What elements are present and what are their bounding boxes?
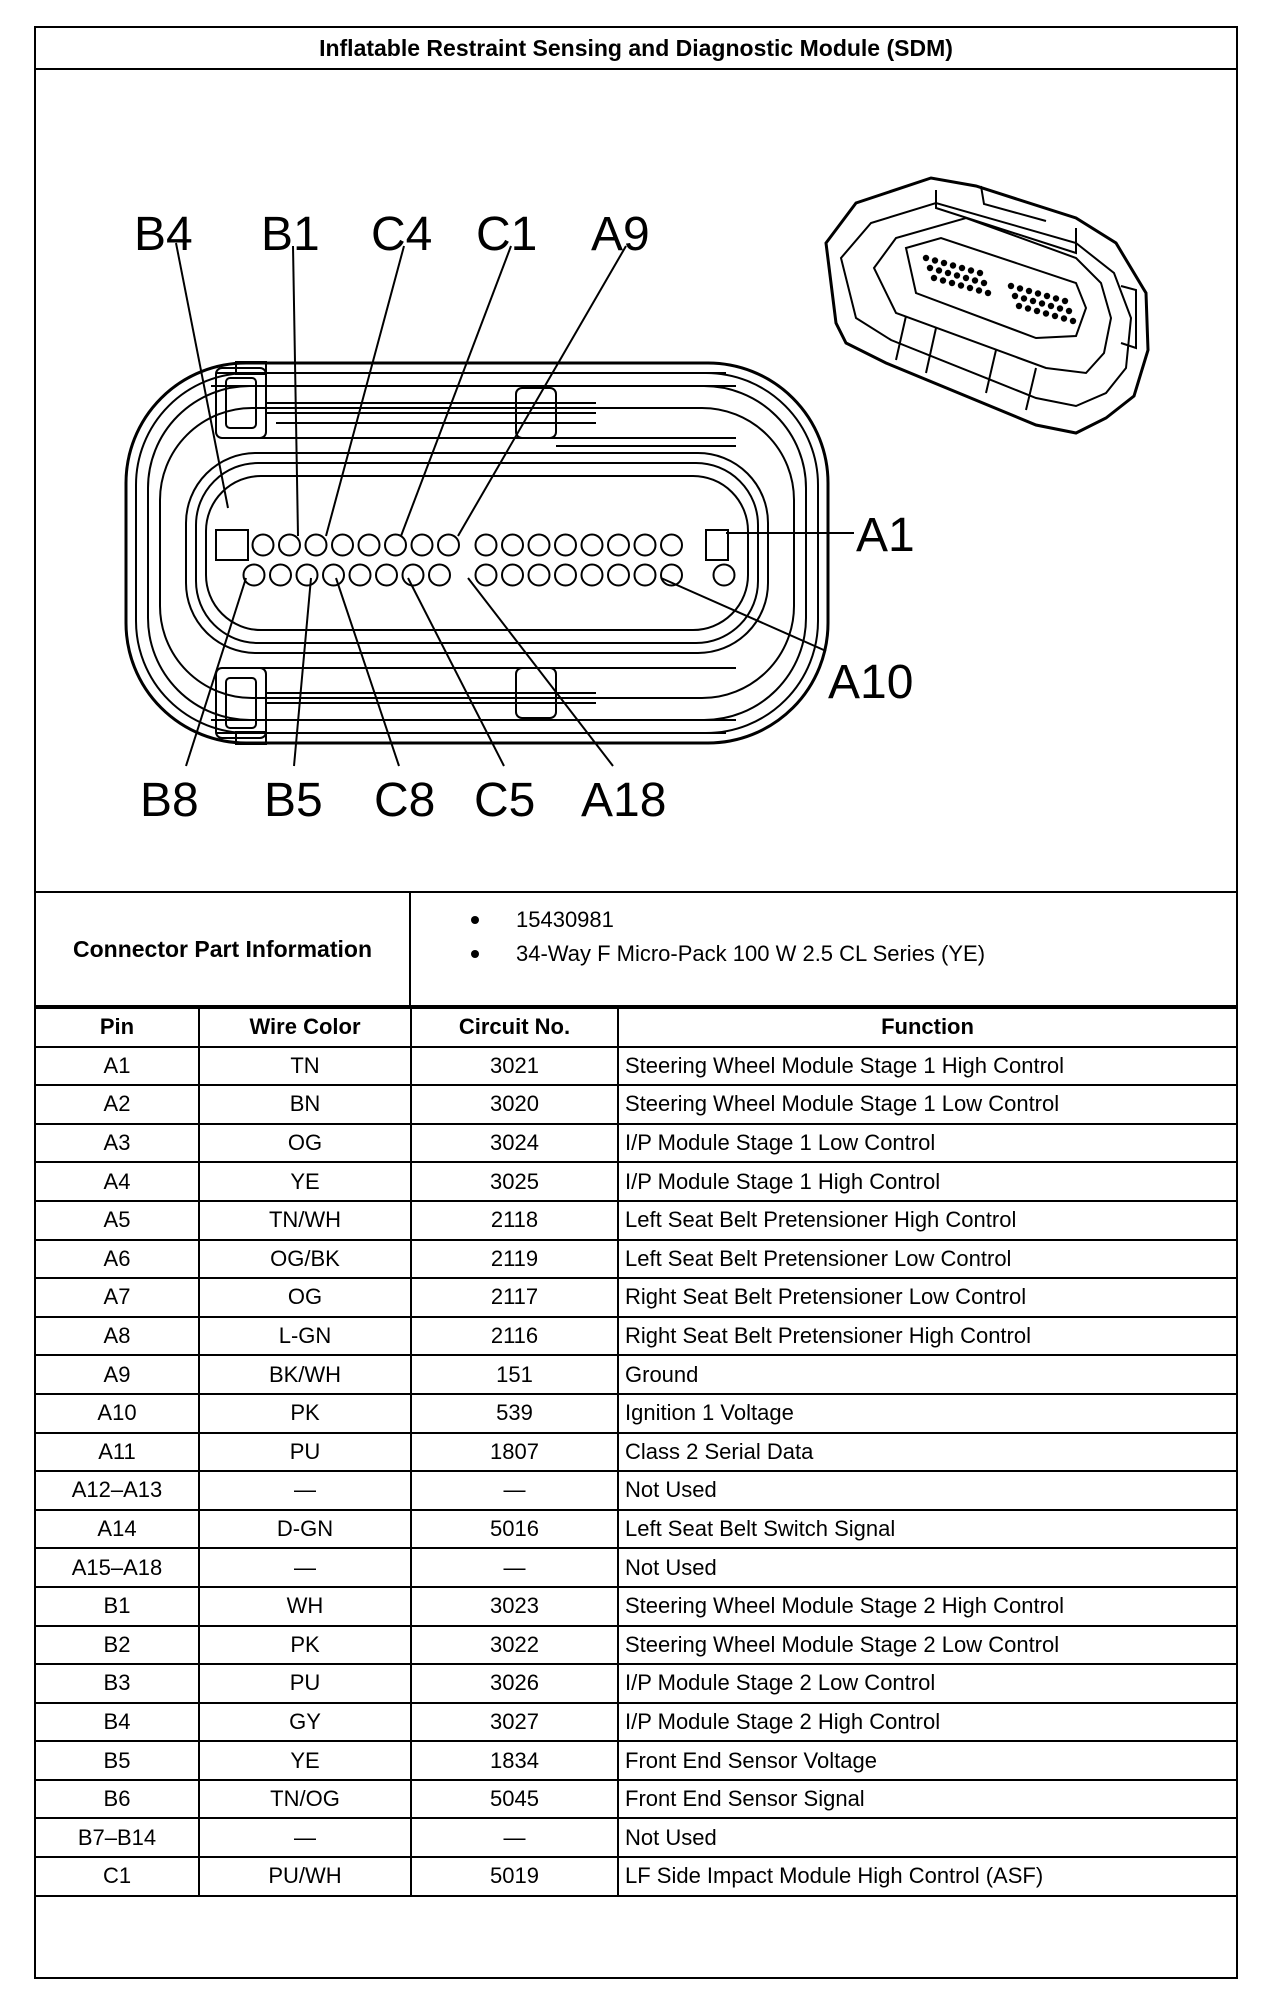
table-row: [36, 1278, 1236, 1317]
wire-color-cell: PU/WH: [199, 1857, 411, 1896]
pin-dot: [1039, 300, 1045, 306]
circuit-cell: 3022: [411, 1626, 618, 1665]
pin-cell: C1: [36, 1857, 199, 1896]
header-function: Function: [618, 1008, 1236, 1047]
wire-color-cell: BK/WH: [199, 1355, 411, 1394]
table-row: [36, 1664, 1236, 1703]
wire-color-cell: D-GN: [199, 1510, 411, 1549]
callout-a9: A9: [591, 208, 650, 261]
pin-cell: B7–B14: [36, 1818, 199, 1857]
circuit-cell: 2119: [411, 1240, 618, 1279]
wire-color-cell: OG/BK: [199, 1240, 411, 1279]
wire-color-cell: YE: [199, 1162, 411, 1201]
pin-dot: [945, 270, 951, 276]
pin-dot: [981, 280, 987, 286]
sheet-title: Inflatable Restraint Sensing and Diagnostic Module (SDM): [36, 28, 1236, 70]
pin-dot: [923, 255, 929, 261]
function-cell: LF Side Impact Module High Control (ASF): [618, 1857, 1236, 1896]
pin-dot: [1062, 298, 1068, 304]
pin-cavity: [332, 535, 353, 556]
pin-cavity: [714, 565, 735, 586]
function-cell: I/P Module Stage 1 Low Control: [618, 1124, 1236, 1163]
pin-cell: A5: [36, 1201, 199, 1240]
callout-c5: C5: [474, 774, 536, 827]
pin-dot: [940, 277, 946, 283]
pin-cavity: [502, 565, 523, 586]
pin-dot: [932, 257, 938, 263]
circuit-cell: 3020: [411, 1085, 618, 1124]
pin-dot: [968, 267, 974, 273]
connector-info-list: [411, 903, 985, 971]
pin-cell: B3: [36, 1664, 199, 1703]
pin-cell: A15–A18: [36, 1548, 199, 1587]
pin-cell: A11: [36, 1433, 199, 1472]
pin-cell: A10: [36, 1394, 199, 1433]
wire-color-cell: L-GN: [199, 1317, 411, 1356]
table-row: [36, 1162, 1236, 1201]
circuit-cell: 151: [411, 1355, 618, 1394]
circuit-cell: 2117: [411, 1278, 618, 1317]
pin-cell: A4: [36, 1162, 199, 1201]
pin-cavity: [270, 565, 291, 586]
pin-cell: B2: [36, 1626, 199, 1665]
pin-cavity: [661, 535, 682, 556]
pin-dot: [1012, 293, 1018, 299]
function-cell: I/P Module Stage 1 High Control: [618, 1162, 1236, 1201]
pin-dot: [976, 287, 982, 293]
table-row: [36, 1857, 1236, 1896]
function-cell: Steering Wheel Module Stage 2 High Control: [618, 1587, 1236, 1626]
pin-cell: A6: [36, 1240, 199, 1279]
table-row: [36, 1317, 1236, 1356]
circuit-cell: 3025: [411, 1162, 618, 1201]
pin-cavity: [429, 565, 450, 586]
pin-dot: [949, 280, 955, 286]
pin-dot: [954, 272, 960, 278]
table-row: [36, 1124, 1236, 1163]
connector-face: [126, 362, 828, 744]
header-wire-color: Wire Color: [199, 1008, 411, 1047]
pin-cavity: [555, 565, 576, 586]
circuit-cell: 3027: [411, 1703, 618, 1742]
circuit-cell: 3021: [411, 1047, 618, 1086]
wire-color-cell: OG: [199, 1278, 411, 1317]
circuit-cell: —: [411, 1471, 618, 1510]
wire-color-cell: —: [199, 1818, 411, 1857]
pin-cell: A8: [36, 1317, 199, 1356]
function-cell: Front End Sensor Signal: [618, 1780, 1236, 1819]
circuit-cell: 5019: [411, 1857, 618, 1896]
pin-cavity: [608, 535, 629, 556]
function-cell: I/P Module Stage 2 High Control: [618, 1703, 1236, 1742]
table-row: [36, 1780, 1236, 1819]
function-cell: Steering Wheel Module Stage 2 Low Control: [618, 1626, 1236, 1665]
circuit-cell: 3023: [411, 1587, 618, 1626]
wire-color-cell: PK: [199, 1626, 411, 1665]
pin-cell: B5: [36, 1741, 199, 1780]
wire-color-cell: WH: [199, 1587, 411, 1626]
wire-color-cell: GY: [199, 1703, 411, 1742]
wire-color-cell: YE: [199, 1741, 411, 1780]
pin-dot: [963, 275, 969, 281]
table-row: [36, 1355, 1236, 1394]
pin-dot: [967, 285, 973, 291]
circuit-cell: 5016: [411, 1510, 618, 1549]
pin-dot: [1030, 298, 1036, 304]
callout-a10: A10: [828, 656, 914, 709]
pin-dot: [959, 265, 965, 271]
function-cell: Right Seat Belt Pretensioner Low Control: [618, 1278, 1236, 1317]
table-row: [36, 1818, 1236, 1857]
pin-cavity: [502, 535, 523, 556]
pin-cell: B1: [36, 1587, 199, 1626]
pin-cavity: [476, 565, 497, 586]
function-cell: Steering Wheel Module Stage 1 High Control: [618, 1047, 1236, 1086]
pin-cavity: [279, 535, 300, 556]
pinout-table: [36, 1007, 1236, 1897]
function-cell: Steering Wheel Module Stage 1 Low Control: [618, 1085, 1236, 1124]
callout-b1: B1: [261, 208, 320, 261]
pin-cell: B4: [36, 1703, 199, 1742]
pin-dot: [1035, 290, 1041, 296]
pin-cavity: [529, 535, 550, 556]
pin-dot: [1053, 295, 1059, 301]
pin-dot: [936, 267, 942, 273]
connector-part-number: 15430981: [411, 903, 985, 937]
table-row: [36, 1626, 1236, 1665]
pin-dot: [1052, 313, 1058, 319]
pin-cavity: [582, 565, 603, 586]
table-row: [36, 1510, 1236, 1549]
table-row: [36, 1548, 1236, 1587]
connector-diagram: [36, 68, 1236, 891]
table-row: [36, 1471, 1236, 1510]
connector-description: 34-Way F Micro-Pack 100 W 2.5 CL Series (YE): [411, 937, 985, 971]
pin-dot: [985, 290, 991, 296]
callout-b5: B5: [264, 774, 323, 827]
pin-dot: [1070, 318, 1076, 324]
pin-dot: [958, 282, 964, 288]
function-cell: Front End Sensor Voltage: [618, 1741, 1236, 1780]
pin-cavity: [253, 535, 274, 556]
table-row: [36, 1741, 1236, 1780]
callout-a18: A18: [581, 774, 667, 827]
pin-cavity: [412, 535, 433, 556]
table-row: [36, 1085, 1236, 1124]
table-row: [36, 1240, 1236, 1279]
pin-dot: [927, 265, 933, 271]
circuit-cell: 2116: [411, 1317, 618, 1356]
header-pin: Pin: [36, 1008, 199, 1047]
pin-cavity: [376, 565, 397, 586]
pin-cavity: [555, 535, 576, 556]
function-cell: Class 2 Serial Data: [618, 1433, 1236, 1472]
pin-cell: A9: [36, 1355, 199, 1394]
pin-cavity: [403, 565, 424, 586]
wire-color-cell: PU: [199, 1664, 411, 1703]
wire-color-cell: OG: [199, 1124, 411, 1163]
wire-color-cell: BN: [199, 1085, 411, 1124]
table-row: [36, 1394, 1236, 1433]
pin-cavity: [244, 565, 265, 586]
pin-dot: [1044, 293, 1050, 299]
function-cell: Ground: [618, 1355, 1236, 1394]
function-cell: Not Used: [618, 1548, 1236, 1587]
callout-b8: B8: [140, 774, 199, 827]
pin-cell: A2: [36, 1085, 199, 1124]
table-row: [36, 1703, 1236, 1742]
circuit-cell: —: [411, 1548, 618, 1587]
pin-dot: [972, 277, 978, 283]
pin-cell: A3: [36, 1124, 199, 1163]
pin-cavity: [635, 535, 656, 556]
table-row: [36, 1201, 1236, 1240]
pin-dot: [1016, 303, 1022, 309]
pin-cavity: [476, 535, 497, 556]
pin-dot: [1008, 283, 1014, 289]
pin-cavity: [608, 565, 629, 586]
pin-dot: [1066, 308, 1072, 314]
pin-cavity: [582, 535, 603, 556]
pin-dot: [1057, 305, 1063, 311]
callout-c4: C4: [371, 208, 433, 261]
pin-dot: [1034, 308, 1040, 314]
callout-b4: B4: [134, 208, 193, 261]
function-cell: Right Seat Belt Pretensioner High Control: [618, 1317, 1236, 1356]
function-cell: Not Used: [618, 1818, 1236, 1857]
callout-c8: C8: [374, 774, 436, 827]
pin-cell: A12–A13: [36, 1471, 199, 1510]
pin-cavities: [244, 535, 735, 586]
table-row: [36, 1587, 1236, 1626]
pin-cavity: [438, 535, 459, 556]
pin-cavity: [306, 535, 327, 556]
function-cell: I/P Module Stage 2 Low Control: [618, 1664, 1236, 1703]
table-row: [36, 1433, 1236, 1472]
header-circuit-no: Circuit No.: [411, 1008, 618, 1047]
pin-dot: [977, 270, 983, 276]
pin-cavity: [529, 565, 550, 586]
pin-cavity: [359, 535, 380, 556]
function-cell: Left Seat Belt Pretensioner High Control: [618, 1201, 1236, 1240]
pin-dot: [941, 260, 947, 266]
pin-cell: A14: [36, 1510, 199, 1549]
circuit-cell: 2118: [411, 1201, 618, 1240]
pin-dot: [1025, 305, 1031, 311]
pin-dot: [1048, 303, 1054, 309]
circuit-cell: 539: [411, 1394, 618, 1433]
pin-cavity: [635, 565, 656, 586]
pin-cell: A1: [36, 1047, 199, 1086]
circuit-cell: 3026: [411, 1664, 618, 1703]
function-cell: Ignition 1 Voltage: [618, 1394, 1236, 1433]
pin-dot: [1017, 285, 1023, 291]
pin-cavity: [385, 535, 406, 556]
pin-cavity: [297, 565, 318, 586]
pin-cell: B6: [36, 1780, 199, 1819]
circuit-cell: 3024: [411, 1124, 618, 1163]
connector-info-label: Connector Part Information: [36, 893, 411, 1005]
wire-color-cell: —: [199, 1471, 411, 1510]
function-cell: Not Used: [618, 1471, 1236, 1510]
pin-dot: [1061, 315, 1067, 321]
connector-3d-pins: [923, 255, 1076, 324]
table-row: [36, 1047, 1236, 1086]
callout-c1: C1: [476, 208, 538, 261]
circuit-cell: —: [411, 1818, 618, 1857]
pin-cell: A7: [36, 1278, 199, 1317]
table-header-row: [36, 1008, 1236, 1047]
wire-color-cell: TN/WH: [199, 1201, 411, 1240]
circuit-cell: 1807: [411, 1433, 618, 1472]
wire-color-cell: PU: [199, 1433, 411, 1472]
connector-3d-view: [826, 178, 1148, 433]
function-cell: Left Seat Belt Switch Signal: [618, 1510, 1236, 1549]
pin-dot: [1021, 295, 1027, 301]
function-cell: Left Seat Belt Pretensioner Low Control: [618, 1240, 1236, 1279]
connector-sheet: [34, 26, 1238, 1979]
connector-part-information: [36, 891, 1236, 1007]
callout-a1: A1: [856, 509, 915, 562]
pin-dot: [931, 275, 937, 281]
pin-dot: [1026, 288, 1032, 294]
pin-dot: [950, 262, 956, 268]
circuit-cell: 5045: [411, 1780, 618, 1819]
pin-cavity: [323, 565, 344, 586]
pin-dot: [1043, 310, 1049, 316]
wire-color-cell: —: [199, 1548, 411, 1587]
circuit-cell: 1834: [411, 1741, 618, 1780]
wire-color-cell: PK: [199, 1394, 411, 1433]
wire-color-cell: TN: [199, 1047, 411, 1086]
pin-cavity: [350, 565, 371, 586]
wire-color-cell: TN/OG: [199, 1780, 411, 1819]
